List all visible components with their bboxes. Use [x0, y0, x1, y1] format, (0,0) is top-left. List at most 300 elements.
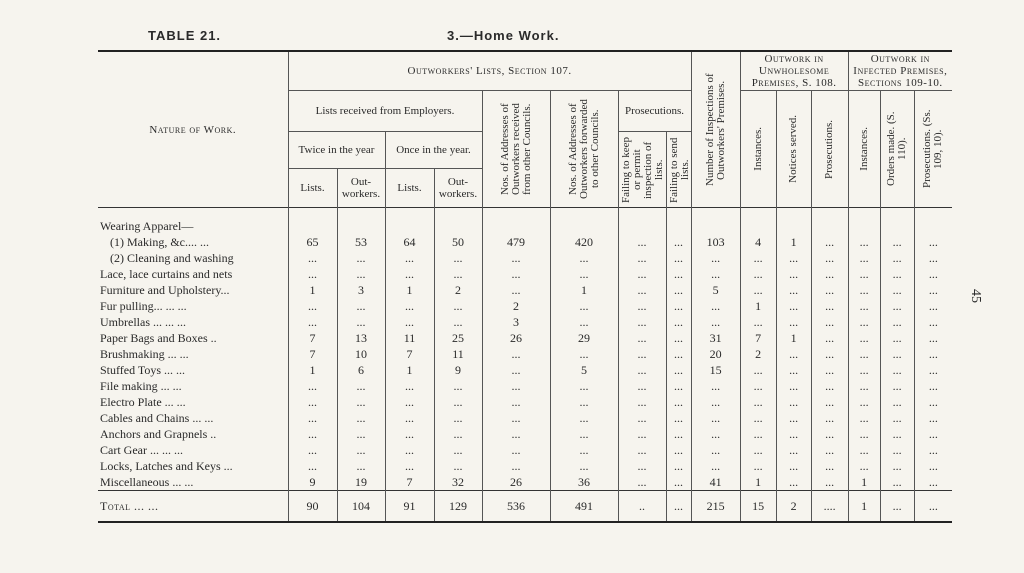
table-cell: 6	[337, 362, 385, 378]
table-cell: ...	[482, 394, 550, 410]
table-cell: ...	[691, 378, 740, 394]
table-cell: ...	[691, 394, 740, 410]
table-cell: ...	[482, 346, 550, 362]
table-cell: ...	[880, 426, 914, 442]
table-cell: ...	[914, 234, 952, 250]
table-cell: 15	[740, 491, 776, 523]
table-cell	[550, 208, 618, 235]
table-cell: ...	[776, 250, 811, 266]
table-cell: ...	[482, 282, 550, 298]
table-cell: ...	[914, 378, 952, 394]
table-cell: ...	[666, 458, 691, 474]
table-cell: ...	[618, 346, 666, 362]
table-row	[98, 474, 952, 491]
table-cell: ...	[811, 298, 848, 314]
table-cell: ...	[880, 442, 914, 458]
table-cell: ...	[434, 442, 482, 458]
table-cell: ...	[618, 410, 666, 426]
table-cell: ...	[337, 378, 385, 394]
table-row	[98, 346, 952, 362]
once-lists-header: Lists.	[385, 169, 434, 208]
table-cell: 129	[434, 491, 482, 523]
table-cell: ...	[288, 314, 337, 330]
table-cell: ...	[811, 250, 848, 266]
table-cell: ...	[434, 298, 482, 314]
table-cell: ...	[848, 298, 880, 314]
table-cell: ..	[618, 491, 666, 523]
table-cell: ...	[337, 426, 385, 442]
table-cell: ...	[691, 442, 740, 458]
table-cell: ...	[666, 298, 691, 314]
table-cell: 7	[385, 346, 434, 362]
table-cell: ...	[740, 378, 776, 394]
row-label: Total ... ...	[98, 491, 288, 523]
table-cell: ...	[776, 298, 811, 314]
table-cell: 50	[434, 234, 482, 250]
table-cell: 41	[691, 474, 740, 491]
table-cell: ...	[550, 442, 618, 458]
table-cell: 20	[691, 346, 740, 362]
table-cell: 1	[740, 298, 776, 314]
table-cell: 5	[550, 362, 618, 378]
table-cell: ...	[482, 458, 550, 474]
table-cell: ...	[914, 330, 952, 346]
table-cell: 104	[337, 491, 385, 523]
table-row	[98, 266, 952, 282]
table-cell: 1	[550, 282, 618, 298]
table-cell: ...	[434, 314, 482, 330]
row-label: Anchors and Grapnels ..	[100, 426, 217, 441]
table-cell: 215	[691, 491, 740, 523]
table-cell: ...	[618, 282, 666, 298]
table-cell: ...	[740, 250, 776, 266]
table-cell: 26	[482, 474, 550, 491]
table-cell: 25	[434, 330, 482, 346]
table-cell: ...	[434, 410, 482, 426]
table-cell: 19	[337, 474, 385, 491]
twice-outworkers-header: Out-workers.	[337, 169, 385, 208]
table-cell: ...	[385, 314, 434, 330]
row-label: Cart Gear ... ... ...	[100, 442, 183, 457]
table-cell: ...	[385, 442, 434, 458]
table-cell: 26	[482, 330, 550, 346]
table-cell: ...	[740, 282, 776, 298]
table-cell: ...	[691, 250, 740, 266]
unwholesome-premises-header: Outwork in Unwholesome Premises, S. 108.	[740, 51, 848, 91]
table-cell: ...	[691, 410, 740, 426]
table-cell: ...	[848, 314, 880, 330]
addresses-received-header: Nos. of Addresses of Outworkers received from other Councils.	[482, 91, 550, 208]
table-cell: ...	[776, 314, 811, 330]
table-cell: ...	[880, 474, 914, 491]
table-cell: ...	[776, 474, 811, 491]
table-cell: ...	[914, 426, 952, 442]
table-cell	[848, 208, 880, 235]
table-cell: ...	[666, 426, 691, 442]
table-cell: ...	[880, 234, 914, 250]
table-cell: ...	[618, 234, 666, 250]
table-cell: ...	[666, 378, 691, 394]
table-cell: ...	[385, 458, 434, 474]
infected-premises-header: Outwork in Infected Premises, Sections 109-10.	[848, 51, 952, 91]
row-label: Miscellaneous ... ...	[100, 474, 194, 489]
table-cell: 2	[434, 282, 482, 298]
table-cell: ...	[914, 298, 952, 314]
table-cell: ...	[880, 314, 914, 330]
table-cell: ...	[740, 410, 776, 426]
table-cell: ...	[848, 378, 880, 394]
table-cell	[880, 208, 914, 235]
table-cell: 5	[691, 282, 740, 298]
table-cell: 3	[482, 314, 550, 330]
table-cell	[337, 208, 385, 235]
table-cell: 1	[288, 362, 337, 378]
table-cell: ...	[618, 266, 666, 282]
home-work-table	[98, 50, 952, 523]
table-cell: ...	[914, 442, 952, 458]
table-cell: 10	[337, 346, 385, 362]
table-cell: ...	[811, 394, 848, 410]
table-cell: 3	[337, 282, 385, 298]
table-row	[98, 330, 952, 346]
table-cell: ...	[914, 250, 952, 266]
table-cell: ...	[337, 410, 385, 426]
table-cell: ...	[482, 250, 550, 266]
table-cell: 1	[848, 474, 880, 491]
table-cell: ...	[337, 266, 385, 282]
table-cell: ...	[848, 362, 880, 378]
failing-send-header: Failing to send lists.	[666, 132, 691, 208]
table-cell: 1	[385, 362, 434, 378]
row-label: Electro Plate ... ...	[100, 394, 186, 409]
table-cell: ...	[337, 314, 385, 330]
infected-prosecutions-header: Prosecutions. (Ss. 109, 10).	[914, 91, 952, 208]
table-cell	[434, 208, 482, 235]
table-cell: ...	[482, 442, 550, 458]
table-cell: ...	[811, 234, 848, 250]
row-label: Brushmaking ... ...	[100, 346, 189, 361]
unwholesome-prosecutions-header: Prosecutions.	[811, 91, 848, 208]
total-row	[98, 491, 952, 523]
table-cell: ...	[288, 250, 337, 266]
table-cell: ...	[914, 394, 952, 410]
table-cell: ...	[618, 394, 666, 410]
row-label: Fur pulling... ... ...	[100, 298, 187, 313]
table-cell: ...	[811, 330, 848, 346]
table-cell: ...	[288, 410, 337, 426]
table-cell: 7	[385, 474, 434, 491]
table-cell: ...	[914, 314, 952, 330]
table-cell: ...	[811, 474, 848, 491]
table-cell: ...	[666, 394, 691, 410]
table-header	[98, 51, 952, 208]
row-label: Wearing Apparel—	[100, 218, 194, 233]
table-cell: 9	[288, 474, 337, 491]
table-cell: ...	[385, 378, 434, 394]
table-cell: ...	[550, 394, 618, 410]
nature-of-work-header: Nature of Work.	[149, 123, 237, 136]
table-cell: 1	[385, 282, 434, 298]
table-cell: ...	[691, 266, 740, 282]
table-cell: 479	[482, 234, 550, 250]
table-cell: ...	[880, 394, 914, 410]
table-row	[98, 250, 952, 266]
table-cell: ...	[550, 378, 618, 394]
table-cell	[776, 208, 811, 235]
table-cell: 536	[482, 491, 550, 523]
table-cell: ...	[691, 426, 740, 442]
table-cell: 91	[385, 491, 434, 523]
failing-keep-header: Failing to keep or permit inspection of lists.	[618, 132, 666, 208]
table-cell: ...	[776, 394, 811, 410]
table-cell: ...	[880, 410, 914, 426]
table-cell: ...	[434, 378, 482, 394]
once-in-year-header: Once in the year.	[385, 132, 482, 169]
table-cell	[691, 208, 740, 235]
table-cell: ...	[337, 442, 385, 458]
table-cell: ...	[776, 266, 811, 282]
section-title: 3.—Home Work.	[447, 28, 560, 43]
table-cell: ...	[434, 426, 482, 442]
table-cell: ...	[337, 250, 385, 266]
table-cell: ...	[880, 250, 914, 266]
table-cell: ...	[482, 266, 550, 282]
table-cell: 1	[776, 234, 811, 250]
lists-received-header: Lists received from Employers.	[288, 91, 482, 132]
table-cell: ...	[618, 442, 666, 458]
table-cell: ...	[666, 250, 691, 266]
table-cell: ...	[618, 298, 666, 314]
table-cell: ...	[691, 314, 740, 330]
table-cell: ...	[385, 394, 434, 410]
table-cell: 29	[550, 330, 618, 346]
table-cell: ...	[914, 410, 952, 426]
table-cell: 7	[740, 330, 776, 346]
table-cell: 90	[288, 491, 337, 523]
table-cell: ...	[288, 266, 337, 282]
table-cell: ...	[914, 362, 952, 378]
table-row	[98, 442, 952, 458]
table-cell: 103	[691, 234, 740, 250]
row-label: Umbrellas ... ... ...	[100, 314, 186, 329]
table-cell: 7	[288, 346, 337, 362]
table-cell: ...	[385, 426, 434, 442]
table-cell	[288, 208, 337, 235]
table-cell: ...	[434, 266, 482, 282]
table-cell: ...	[666, 346, 691, 362]
table-cell: ...	[776, 378, 811, 394]
row-label: Furniture and Upholstery...	[100, 282, 230, 297]
table-cell	[914, 208, 952, 235]
table-cell: ...	[691, 458, 740, 474]
table-cell: ...	[666, 442, 691, 458]
table-cell: ...	[776, 346, 811, 362]
table-cell: 1	[848, 491, 880, 523]
twice-in-year-header: Twice in the year	[288, 132, 385, 169]
table-cell: ...	[880, 298, 914, 314]
table-cell: ...	[848, 458, 880, 474]
table-cell: ...	[288, 298, 337, 314]
table-cell: ...	[550, 346, 618, 362]
table-cell: ...	[666, 266, 691, 282]
table-cell: ...	[848, 282, 880, 298]
table-cell: 53	[337, 234, 385, 250]
table-cell: ...	[848, 250, 880, 266]
table-cell: ...	[880, 282, 914, 298]
table-cell: ...	[848, 330, 880, 346]
table-row	[98, 410, 952, 426]
table-cell	[811, 208, 848, 235]
table-cell: ...	[434, 394, 482, 410]
table-row	[98, 394, 952, 410]
table-cell: ....	[811, 491, 848, 523]
table-cell: 9	[434, 362, 482, 378]
table-cell: 2	[740, 346, 776, 362]
table-cell: ...	[550, 250, 618, 266]
table-cell: 2	[482, 298, 550, 314]
table-cell: ...	[618, 474, 666, 491]
table-cell: ...	[288, 394, 337, 410]
table-cell: ...	[550, 298, 618, 314]
table-cell: ...	[618, 250, 666, 266]
table-cell: ...	[848, 394, 880, 410]
table-cell: ...	[740, 458, 776, 474]
table-cell: ...	[914, 474, 952, 491]
table-cell: ...	[666, 314, 691, 330]
table-cell: ...	[482, 362, 550, 378]
table-cell: 1	[288, 282, 337, 298]
table-row	[98, 362, 952, 378]
table-cell: 15	[691, 362, 740, 378]
table-cell: 32	[434, 474, 482, 491]
table-cell: ...	[848, 410, 880, 426]
table-cell: ...	[811, 266, 848, 282]
table-row	[98, 314, 952, 330]
table-cell: ...	[811, 426, 848, 442]
table-cell	[666, 208, 691, 235]
row-label: Paper Bags and Boxes ..	[100, 330, 217, 345]
table-cell: 7	[288, 330, 337, 346]
table-cell: ...	[337, 298, 385, 314]
row-label: Locks, Latches and Keys ...	[100, 458, 233, 473]
table-cell: ...	[385, 410, 434, 426]
table-cell: ...	[666, 491, 691, 523]
table-cell: ...	[550, 410, 618, 426]
table-cell: 11	[385, 330, 434, 346]
table-cell: ...	[776, 362, 811, 378]
table-cell	[740, 208, 776, 235]
table-cell: ...	[811, 410, 848, 426]
table-cell: ...	[288, 378, 337, 394]
table-cell: ...	[811, 442, 848, 458]
table-cell: ...	[848, 346, 880, 362]
table-cell: ...	[666, 474, 691, 491]
table-cell: ...	[691, 298, 740, 314]
outworkers-lists-header: Outworkers' Lists, Section 107.	[288, 51, 691, 91]
table-cell	[385, 208, 434, 235]
table-cell: ...	[776, 442, 811, 458]
table-cell: ...	[550, 314, 618, 330]
notices-served-header: Notices served.	[776, 91, 811, 208]
table-cell: ...	[288, 442, 337, 458]
table-row	[98, 234, 952, 250]
row-label: Lace, lace curtains and nets	[100, 266, 233, 281]
table-cell: ...	[666, 282, 691, 298]
table-label: TABLE 21.	[148, 28, 222, 43]
table-cell: ...	[776, 282, 811, 298]
table-cell: ...	[385, 266, 434, 282]
table-cell: ...	[880, 378, 914, 394]
table-cell: ...	[288, 458, 337, 474]
inspections-header: Number of Inspections of Outworkers' Premises.	[691, 51, 740, 208]
table-cell: ...	[337, 394, 385, 410]
table-cell: ...	[880, 330, 914, 346]
table-cell: ...	[776, 426, 811, 442]
table-cell: 13	[337, 330, 385, 346]
table-cell: ...	[740, 362, 776, 378]
table-cell: ...	[914, 346, 952, 362]
table-cell: 65	[288, 234, 337, 250]
table-cell: ...	[618, 330, 666, 346]
table-row	[98, 208, 952, 235]
table-cell: ...	[848, 442, 880, 458]
table-cell: ...	[482, 426, 550, 442]
row-label: File making ... ...	[100, 378, 182, 393]
table-cell: 1	[740, 474, 776, 491]
table-cell: ...	[434, 458, 482, 474]
table-cell: ...	[811, 346, 848, 362]
table-cell: ...	[848, 234, 880, 250]
table-cell: ...	[666, 234, 691, 250]
table-cell: ...	[914, 491, 952, 523]
table-cell: 36	[550, 474, 618, 491]
orders-made-header: Orders made. (S. 110).	[880, 91, 914, 208]
row-label: Stuffed Toys ... ...	[100, 362, 186, 377]
row-label: Cables and Chains ... ...	[100, 410, 214, 425]
table-cell: ...	[740, 266, 776, 282]
table-row	[98, 282, 952, 298]
table-cell: ...	[618, 378, 666, 394]
table-cell: ...	[880, 458, 914, 474]
table-row	[98, 426, 952, 442]
table-cell: ...	[880, 346, 914, 362]
unwholesome-instances-header: Instances.	[740, 91, 776, 208]
table-cell: ...	[618, 426, 666, 442]
infected-instances-header: Instances.	[848, 91, 880, 208]
table-cell: ...	[385, 298, 434, 314]
table-cell: ...	[848, 426, 880, 442]
table-cell: ...	[880, 491, 914, 523]
addresses-forwarded-header: Nos. of Addresses of Outworkers forwarded to other Councils.	[550, 91, 618, 208]
table-cell: 2	[776, 491, 811, 523]
table-row	[98, 298, 952, 314]
table-cell: ...	[740, 314, 776, 330]
table-cell: 1	[776, 330, 811, 346]
table-cell: ...	[550, 266, 618, 282]
table-cell: ...	[811, 282, 848, 298]
table-cell: ...	[337, 458, 385, 474]
table-cell	[482, 208, 550, 235]
table-cell: ...	[848, 266, 880, 282]
table-cell: ...	[811, 378, 848, 394]
table-cell: ...	[914, 282, 952, 298]
table-cell: ...	[740, 442, 776, 458]
table-cell: 31	[691, 330, 740, 346]
once-outworkers-header: Out-workers.	[434, 169, 482, 208]
table-cell: ...	[880, 266, 914, 282]
table-cell: 420	[550, 234, 618, 250]
table-body	[98, 208, 952, 491]
